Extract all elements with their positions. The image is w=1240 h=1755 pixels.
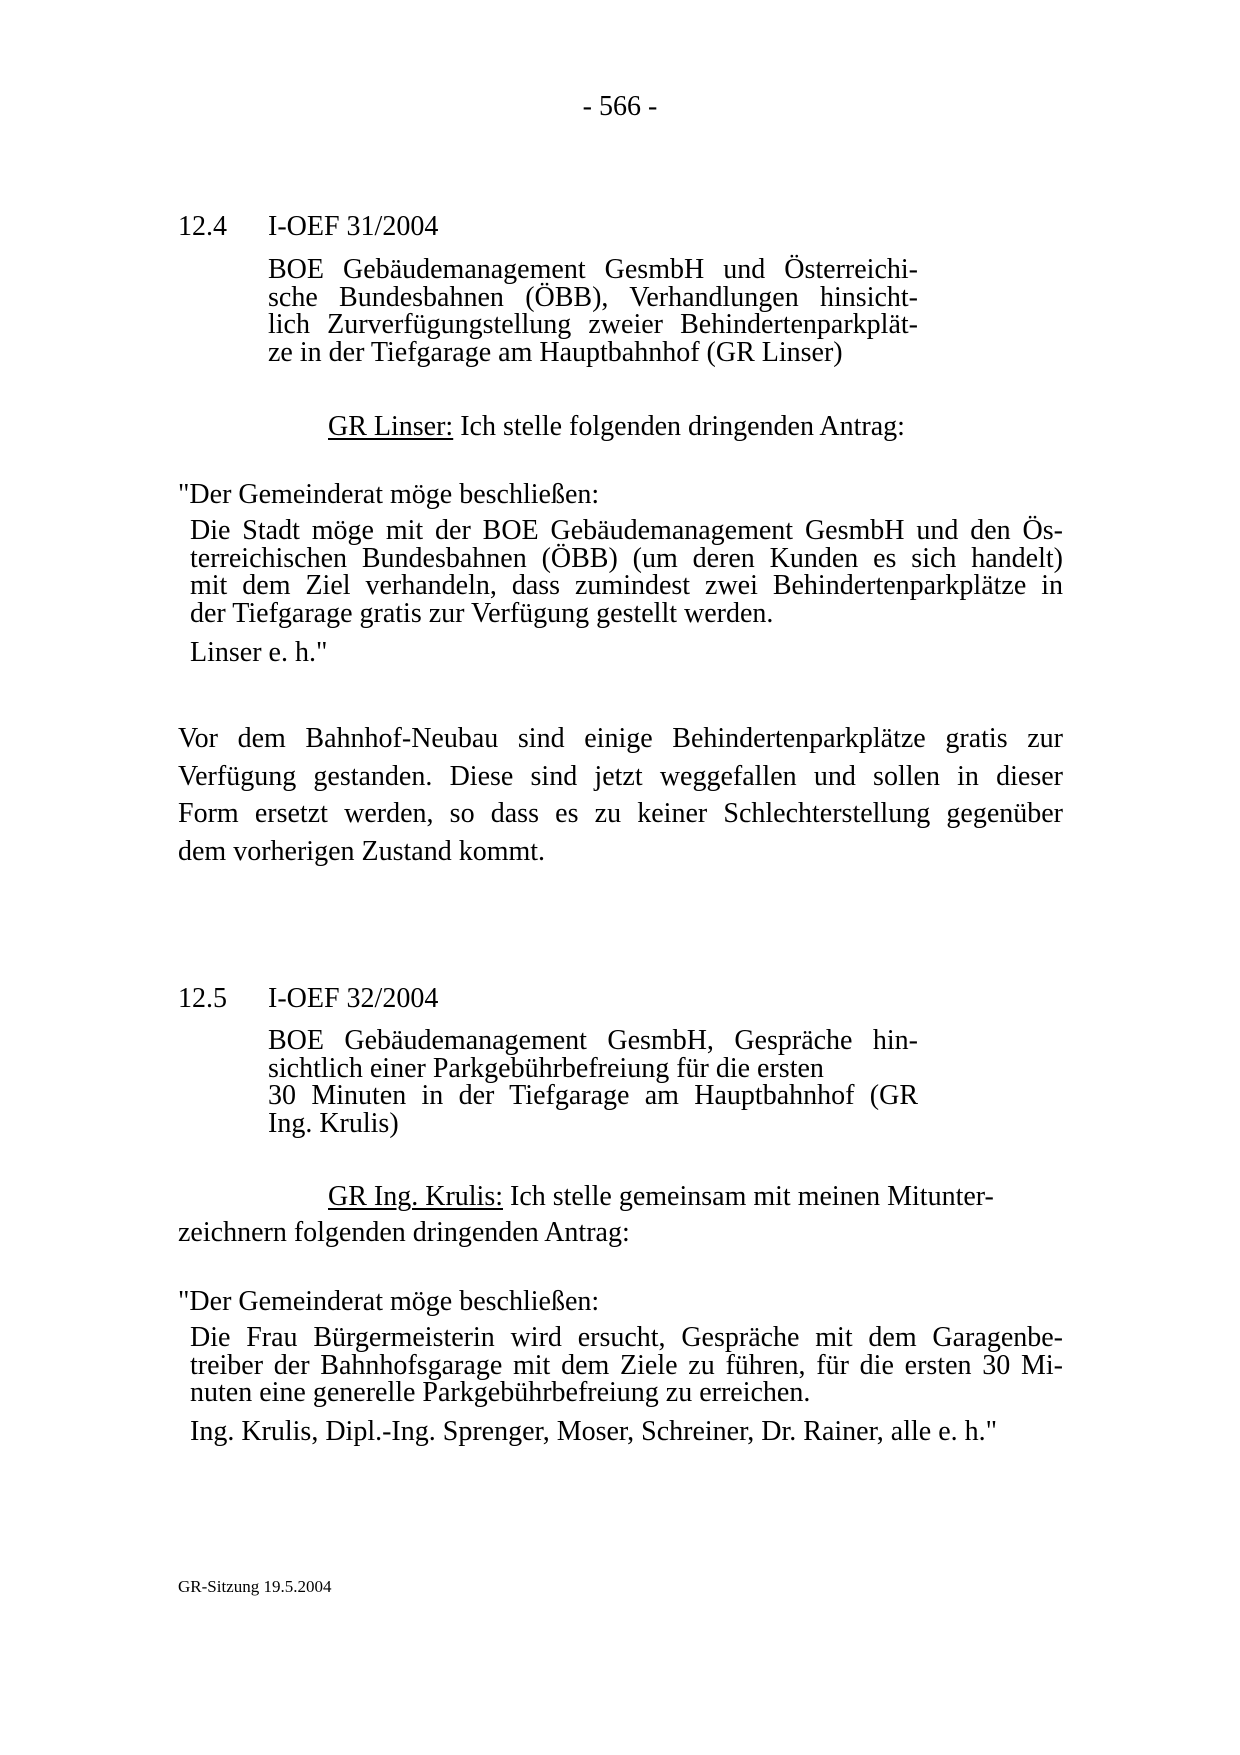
motion-line: der Tiefgarage gratis zur Verfügung gestellt werden. [190, 597, 774, 629]
motion-text [190, 517, 1063, 627]
signers: Linser e. h." [190, 637, 328, 668]
subject-line: 30 Minuten in der Tiefgarage am Hauptbahnhof (GR [268, 1080, 918, 1111]
item-subject [268, 1027, 918, 1137]
paragraph-line: Vor dem Bahnhof-Neubau sind einige Behindertenparkplätze gratis zur [178, 723, 1063, 754]
subject-line: sichtlich einer Parkgebührbefreiung für die ersten [268, 1052, 824, 1084]
speaker-line [328, 410, 905, 444]
motion-line: Die Stadt möge mit der BOE Gebäudemanagement GesmbH und den Ös- [190, 515, 1063, 546]
subject-line: Ing. Krulis) [268, 1107, 399, 1139]
subject-line: lich Zurverfügungstellung zweier Behindertenparkplät- [268, 309, 918, 340]
speaker-text: Ich stelle folgenden dringenden Antrag: [460, 411, 905, 442]
item-code: I-OEF 31/2004 [268, 211, 439, 242]
signers: Ing. Krulis, Dipl.-Ing. Sprenger, Moser, Schreiner, Dr. Rainer, alle e. h." [190, 1416, 998, 1447]
motion-line: nuten eine generelle Parkgebührbefreiung zu erreichen. [190, 1377, 811, 1408]
item-number: 12.5 [178, 983, 227, 1014]
paragraph-line: Verfügung gestanden. Diese sind jetzt weggefallen und sollen in dieser [178, 760, 1063, 792]
motion-line: terreichischen Bundesbahnen (ÖBB) (um deren Kunden es sich handelt) [190, 542, 1063, 574]
subject-line: BOE Gebäudemanagement GesmbH, Gespräche hin- [268, 1025, 918, 1056]
item-number: 12.4 [178, 211, 227, 242]
motion-intro: "Der Gemeinderat möge beschließen: [178, 479, 600, 510]
subject-line: sche Bundesbahnen (ÖBB), Verhandlungen hinsicht- [268, 281, 918, 313]
explanation-paragraph [178, 720, 1063, 870]
subject-line: ze in der Tiefgarage am Hauptbahnhof (GR Linser) [268, 336, 843, 368]
motion-line: mit dem Ziel verhandeln, dass zumindest zwei Behindertenparkplätze in [190, 570, 1063, 601]
paragraph-line: dem vorherigen Zustand kommt. [178, 835, 546, 867]
page-number: - 566 - [582, 91, 658, 122]
speaker-text-continued: zeichnern folgenden dringenden Antrag: [178, 1217, 630, 1248]
item-code: I-OEF 32/2004 [268, 983, 439, 1014]
speaker-name: GR Ing. Krulis: [328, 1181, 503, 1212]
motion-line: treiber der Bahnhofsgarage mit dem Ziele zu führen, für die ersten 30 Mi- [190, 1349, 1063, 1381]
speaker-name: GR Linser: [328, 411, 454, 442]
speaker-text: Ich stelle gemeinsam mit meinen Mitunter- [510, 1181, 994, 1212]
speaker-line [328, 1180, 1028, 1214]
motion-intro: "Der Gemeinderat möge beschließen: [178, 1286, 600, 1317]
footer: GR-Sitzung 19.5.2004 [178, 1577, 332, 1596]
item-subject [268, 256, 918, 366]
motion-text [190, 1324, 1063, 1407]
paragraph-line: Form ersetzt werden, so dass es zu keiner Schlechterstellung gegenüber [178, 798, 1063, 829]
motion-line: Die Frau Bürgermeisterin wird ersucht, Gespräche mit dem Garagenbe- [190, 1322, 1063, 1353]
subject-line: BOE Gebäudemanagement GesmbH und Österreichi- [268, 254, 918, 285]
